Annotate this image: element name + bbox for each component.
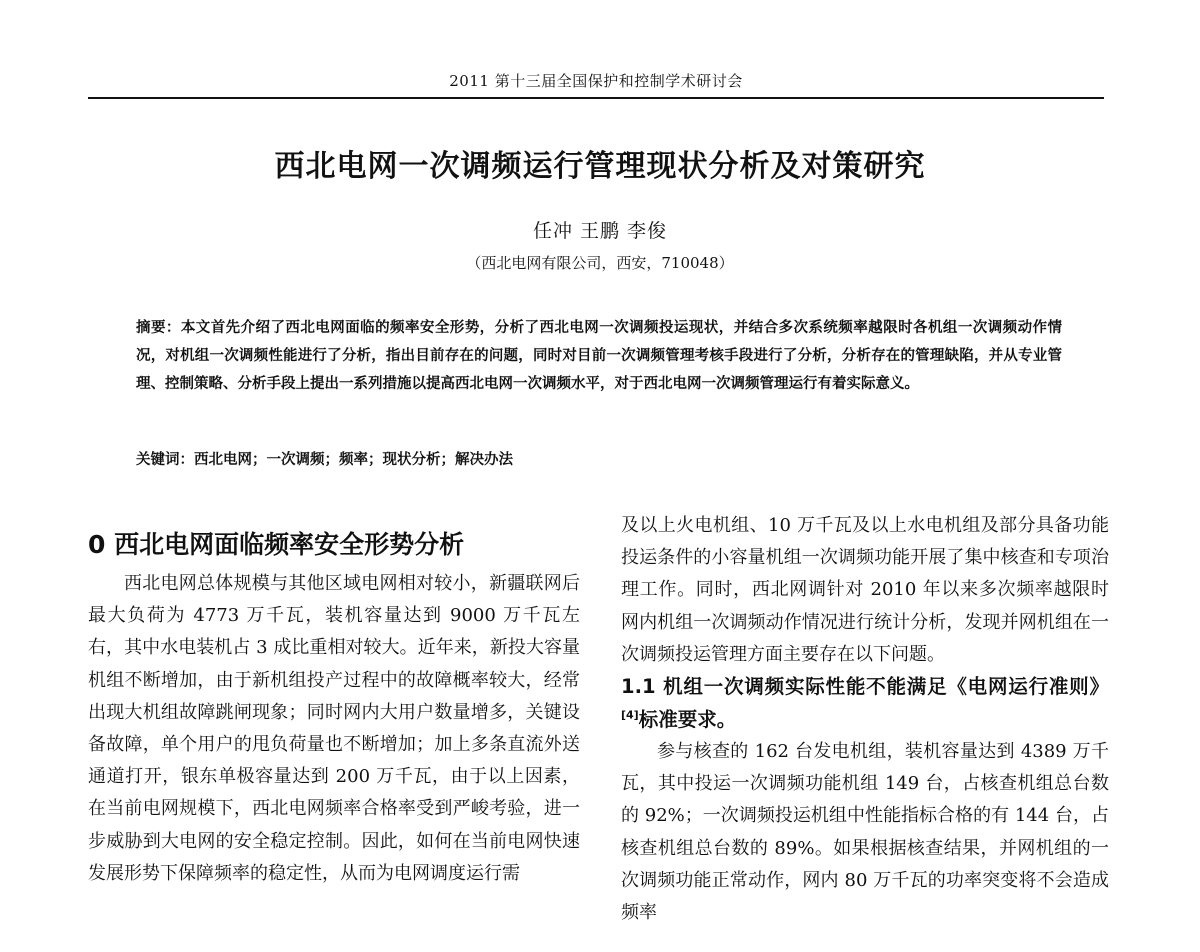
header-rule [88,97,1104,99]
section-paragraph: 西北电网总体规模与其他区域电网相对较小，新疆联网后最大负荷为 4773 万千瓦，装机容量达到 9000 万千瓦左右，其中水电装机占 3 成比重相对较大。近年来，新投大容量机组不断增加，由于新机组投产过程中的故障概率较大，经常出现大机组故障跳闸现象；同时网内大用户数量增多，关键设备故障，单个用户的甩负荷量也不断增加；加上多条直流外送通道打开，银东单极容量达到 200 万千瓦，由于以上因素，在当前电网规模下，西北电网频率合格率受到严峻考验，进一步威胁到大电网的安全稳定控制。因此，如何在当前电网快速发展形势下保障频率的稳定性，从而为电网调度运行需 [88,573,580,884]
left-column [88,526,580,890]
keywords-text: 西北电网；一次调频；频率；现状分析；解决办法 [194,451,513,468]
keywords-label: 关键词： [136,451,194,468]
subsection-heading-text: 1.1 机组一次调频实际性能不能满足《电网运行准则》 [621,675,1109,699]
abstract-text: 本文首先介绍了西北电网面临的频率安全形势，分析了西北电网一次调频投运现状，并结合多次系统频率越限时各机组一次调频动作情况，对机组一次调频性能进行了分析，指出目前存在的问题，同时对目前一次调频管理考核手段进行了分析，分析存在的管理缺陷，并从专业管理、控制策略、分析手段上提出一系列措施以提高西北电网一次调频水平，对于西北电网一次调频管理运行有着实际意义。 [136,319,1062,392]
continuation-paragraph: 及以上火电机组、10 万千瓦及以上水电机组及部分具备功能投运条件的小容量机组一次调频功能开展了集中核查和专项治理工作。同时，西北网调针对 2010 年以来多次频率越限时网内机组一次调频动作情况进行统计分析，发现并网机组在一次调频投运管理方面主要存在以下问题。 [621,515,1109,665]
subsection-heading [621,671,1109,736]
right-column [621,510,1109,929]
subsection-heading-tail: 标准要求。 [638,707,737,731]
section-heading: 0 西北电网面临频率安全形势分析 [88,530,465,559]
subsection-paragraph: 参与核查的 162 台发电机组，装机容量达到 4389 万千瓦，其中投运一次调频功能机组 149 台，占核查机组总台数的 92%；一次调频投运机组中性能指标合格的有 144 台，占核查机组总台数的 89%。如果根据核查结果，并网机组的一次调频功能正常动作，网内 80 万千瓦的功率突变将不会造成频率 [621,741,1109,924]
paper-title: 西北电网一次调频运行管理现状分析及对策研究 [274,149,926,184]
authors: 任冲 王鹏 李俊 [532,220,668,242]
affiliation: （西北电网有限公司，西安，710048） [466,254,734,272]
citation-marker: [4] [621,708,639,722]
running-header: 2011 第十三届全国保护和控制学术研讨会 [449,72,743,90]
abstract [136,314,1062,398]
keywords [136,446,1062,474]
abstract-label: 摘要： [136,319,181,336]
